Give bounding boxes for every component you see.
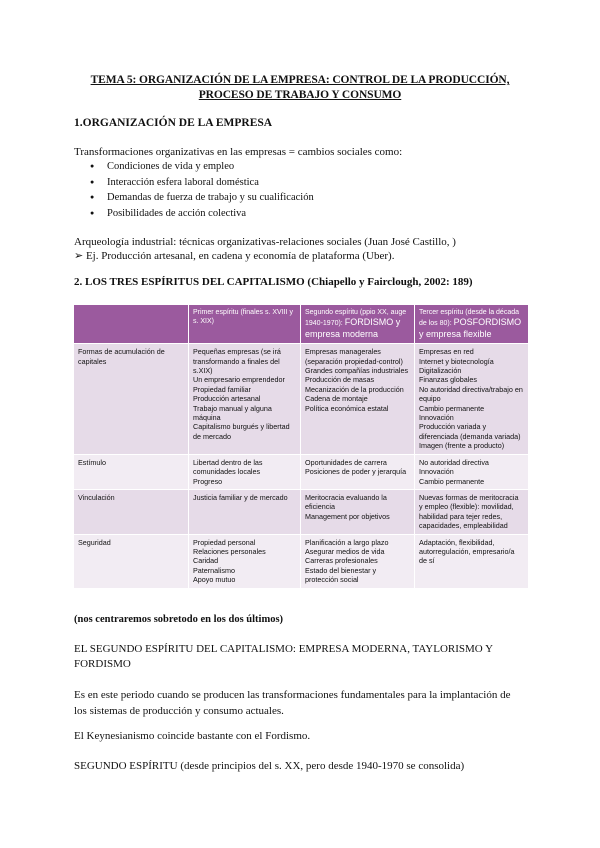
- cell-line: Management por objetivos: [305, 511, 390, 521]
- cell-line: Apoyo mutuo: [193, 575, 236, 585]
- header-empty-cell: [74, 305, 189, 344]
- section-2-heading: 2. LOS TRES ESPÍRITUS DEL CAPITALISMO (Chiapello y Fairclough, 2002: 189): [74, 276, 473, 288]
- cell-line: Nuevas formas de meritocracia y empleo (flexible): movilidad, habilidad para tejer redes, capacidades, empleabilidad: [419, 492, 519, 531]
- header-second-spirit: [301, 305, 415, 344]
- table-cell: [301, 454, 415, 489]
- cell-line: Un empresario emprendedor: [193, 375, 285, 385]
- arqueologia-paragraph: Arqueología industrial: técnicas organizativas-relaciones sociales (Juan José Castillo, ): [74, 236, 456, 248]
- cell-line: Meritocracia evaluando la eficiencia: [305, 492, 387, 512]
- table-cell: [415, 534, 529, 588]
- header-first-spirit-label: Primer espíritu (finales s. XVIII y s. XIX): [193, 309, 293, 326]
- page-title: [60, 73, 540, 103]
- table-cell: [415, 489, 529, 534]
- body-paragraph: SEGUNDO ESPÍRITU (desde principios del s. XX, pero desde 1940-1970 se consolida): [74, 760, 465, 772]
- cell-line: Producción variada y diferenciada (demanda variada): [419, 422, 521, 441]
- cell-line: Propiedad familiar: [193, 384, 251, 394]
- table-row: [74, 534, 529, 588]
- cell-line: Carreras profesionales: [305, 556, 378, 566]
- table-cell: [189, 454, 301, 489]
- section-1-intro: Transformaciones organizativas en las empresas = cambios sociales como:: [74, 146, 403, 158]
- table-header-row: [74, 305, 529, 344]
- title-line-2: PROCESO DE TRABAJO Y CONSUMO: [198, 89, 402, 101]
- row-label: Formas de acumulación de capitales: [74, 344, 189, 454]
- table-cell: [189, 489, 301, 534]
- cell-line: Innovación: [419, 467, 454, 477]
- spirits-table: [73, 304, 529, 589]
- table-row: [74, 489, 529, 534]
- table-cell: [189, 534, 301, 588]
- cell-line: Producción de masas: [305, 375, 375, 385]
- note-paragraph: (nos centraremos sobretodo en los dos últimos): [74, 614, 284, 625]
- row-label: Estímulo: [74, 454, 189, 489]
- table-cell: [301, 489, 415, 534]
- list-item: ● Interacción esfera laboral doméstica: [90, 175, 314, 191]
- cell-line: Posiciones de poder y jerarquía: [305, 467, 407, 477]
- header-third-spirit-title: POSFORDISMO y empresa flexible: [419, 317, 522, 339]
- header-third-spirit: [415, 305, 529, 344]
- cell-line: Digitalización: [419, 366, 462, 376]
- table-row: [74, 454, 529, 489]
- cell-line: Paternalismo: [193, 565, 235, 575]
- cell-line: Adaptación, flexibilidad, autorregulación, empresario/a de sí: [419, 537, 515, 566]
- cell-line: No autoridad directiva/trabajo en equipo: [419, 384, 523, 404]
- body-paragraph: El Keynesianismo coincide bastante con el Fordismo.: [74, 730, 311, 742]
- cell-line: Asegurar medios de vida: [305, 546, 385, 556]
- section-1-heading: 1.ORGANIZACIÓN DE LA EMPRESA: [74, 117, 273, 129]
- header-first-spirit: [189, 305, 301, 344]
- cell-line: Mecanización de la producción: [305, 384, 404, 394]
- list-item: ● Condiciones de vida y empleo: [90, 159, 314, 175]
- cell-line: Cadena de montaje: [305, 394, 368, 404]
- cell-line: Imagen (frente a producto): [419, 441, 505, 451]
- cell-line: Capitalismo burgués y libertad de mercado: [193, 422, 290, 441]
- cell-line: Política económica estatal: [305, 403, 389, 413]
- table-cell: [415, 454, 529, 489]
- cell-line: Estado del bienestar y protección social: [305, 565, 377, 585]
- cell-line: Pequeñas empresas (se irá transformando a finales del s.XIX): [193, 347, 281, 376]
- cell-line: Relaciones personales: [193, 546, 266, 556]
- cell-line: Empresas en red: [419, 347, 474, 357]
- row-label: Seguridad: [74, 534, 189, 588]
- cell-line: Trabajo manual y alguna máquina: [193, 403, 272, 423]
- table-cell: [189, 344, 301, 454]
- cell-line: Grandes compañías industriales: [305, 366, 409, 376]
- cell-line: Oportunidades de carrera: [305, 457, 387, 467]
- header-second-spirit-label: Segundo espíritu (ppio XX, auge 1940-1970):: [305, 309, 407, 328]
- cell-line: Progreso: [193, 476, 223, 486]
- cell-line: Innovación: [419, 413, 454, 423]
- cell-line: Justicia familiar y de mercado: [193, 492, 288, 502]
- table-cell: [415, 344, 529, 454]
- section-3-heading: EL SEGUNDO ESPÍRITU DEL CAPITALISMO: EMPRESA MODERNA, TAYLORISMO Y FORDISMO: [74, 643, 493, 670]
- cell-line: Producción artesanal: [193, 394, 261, 404]
- cell-line: Caridad: [193, 556, 219, 566]
- list-item: ● Demandas de fuerza de trabajo y su cualificación: [90, 190, 314, 206]
- example-line: ➢ Ej. Producción artesanal, en cadena y economía de plataforma (Uber).: [74, 250, 395, 262]
- cell-line: Internet y biotecnología: [419, 356, 494, 366]
- cell-line: Propiedad personal: [193, 537, 256, 547]
- table-row: [74, 344, 529, 454]
- changes-list: [90, 159, 314, 221]
- table-cell: [301, 534, 415, 588]
- cell-line: No autoridad directiva: [419, 457, 489, 467]
- cell-line: Cambio permanente: [419, 403, 485, 413]
- cell-line: Cambio permanente: [419, 476, 485, 486]
- header-third-spirit-label: Tercer espíritu (desde la década de los 80):: [419, 309, 519, 328]
- cell-line: Libertad dentro de las comunidades locales: [193, 457, 263, 477]
- table-cell: [301, 344, 415, 454]
- title-line-1: TEMA 5: ORGANIZACIÓN DE LA EMPRESA: CONTROL DE LA PRODUCCIÓN,: [90, 74, 510, 86]
- header-second-spirit-title: FORDISMO y empresa moderna: [305, 317, 401, 339]
- row-label: Vinculación: [74, 489, 189, 534]
- cell-line: Finanzas globales: [419, 375, 477, 385]
- body-paragraph: Es en este periodo cuando se producen las transformaciones fundamentales para la implantación de los sistemas de producción y consumo actuales.: [74, 689, 511, 717]
- list-item: ● Posibilidades de acción colectiva: [90, 206, 314, 222]
- cell-line: Planificación a largo plazo: [305, 537, 389, 547]
- cell-line: Empresas managerales (separación propiedad-control): [305, 347, 403, 366]
